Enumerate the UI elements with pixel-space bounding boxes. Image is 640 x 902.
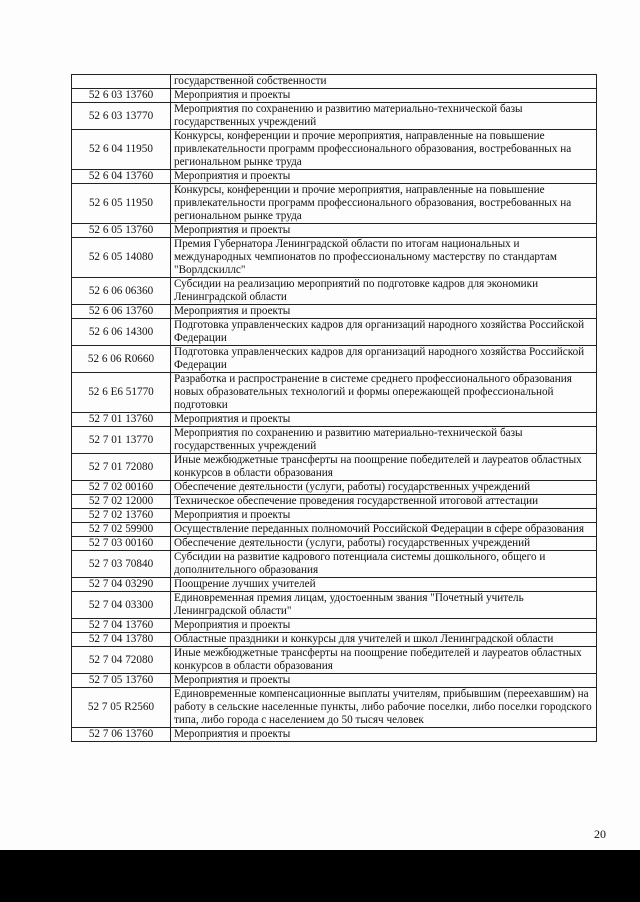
- table-row: [72, 224, 597, 238]
- row-description: Мероприятия и проекты: [171, 728, 597, 742]
- table-row: [72, 537, 597, 551]
- row-description: Мероприятия и проекты: [171, 619, 597, 633]
- page-number: 20: [594, 827, 606, 841]
- row-description: Областные праздники и конкурсы для учителей и школ Ленинградской области: [171, 633, 597, 647]
- classification-table: [71, 74, 597, 742]
- table-row: [72, 319, 597, 346]
- row-description: Мероприятия по сохранению и развитию материально-технической базы государственных учреждений: [171, 427, 597, 454]
- row-code: 52 6 05 14080: [72, 238, 171, 278]
- row-code: 52 6 04 11950: [72, 130, 171, 170]
- row-description: Единовременная премия лицам, удостоенным звания "Почетный учитель Ленинградской области": [171, 592, 597, 619]
- table-row: [72, 688, 597, 728]
- table-row: [72, 578, 597, 592]
- row-description: Иные межбюджетные трансферты на поощрение победителей и лауреатов областных конкурсов в области образования: [171, 454, 597, 481]
- row-code: 52 7 04 72080: [72, 647, 171, 674]
- row-description: Мероприятия и проекты: [171, 509, 597, 523]
- table-row: [72, 75, 597, 89]
- table-row: [72, 373, 597, 413]
- row-description: Мероприятия и проекты: [171, 413, 597, 427]
- row-code: 52 7 01 13760: [72, 413, 171, 427]
- table-row: [72, 633, 597, 647]
- row-code: 52 7 04 13760: [72, 619, 171, 633]
- row-code: 52 7 02 59900: [72, 523, 171, 537]
- row-description: Обеспечение деятельности (услуги, работы) государственных учреждений: [171, 537, 597, 551]
- row-description: Обеспечение деятельности (услуги, работы) государственных учреждений: [171, 481, 597, 495]
- table-row: [72, 551, 597, 578]
- table-row: [72, 346, 597, 373]
- row-code: 52 7 04 03290: [72, 578, 171, 592]
- row-description: Осуществление переданных полномочий Российской Федерации в сфере образования: [171, 523, 597, 537]
- table-row: [72, 592, 597, 619]
- row-code: 52 7 03 00160: [72, 537, 171, 551]
- table-row: [72, 495, 597, 509]
- row-code: 52 6 03 13760: [72, 89, 171, 103]
- row-description: Подготовка управленческих кадров для организаций народного хозяйства Российской Федерации: [171, 319, 597, 346]
- row-code: 52 7 01 72080: [72, 454, 171, 481]
- row-code: 52 7 02 12000: [72, 495, 171, 509]
- row-description: государственной собственности: [171, 75, 597, 89]
- scan-bottom-band: [0, 850, 640, 902]
- row-description: Техническое обеспечение проведения государственной итоговой аттестации: [171, 495, 597, 509]
- row-description: Конкурсы, конференции и прочие мероприятия, направленные на повышение привлекательности программ профессионального образования, востребованных на региональном рынке труда: [171, 130, 597, 170]
- table-row: [72, 509, 597, 523]
- row-description: Единовременные компенсационные выплаты учителям, прибывшим (переехавшим) на работу в сельские населенные пункты, либо рабочие поселки, либо поселки городского типа, либо города с населением до 50 тысяч человек: [171, 688, 597, 728]
- row-code: 52 7 06 13760: [72, 728, 171, 742]
- table-row: [72, 647, 597, 674]
- table-row: [72, 305, 597, 319]
- row-code: 52 7 04 03300: [72, 592, 171, 619]
- row-description: Иные межбюджетные трансферты на поощрение победителей и лауреатов областных конкурсов в области образования: [171, 647, 597, 674]
- table-row: [72, 278, 597, 305]
- table-row: [72, 674, 597, 688]
- table-row: [72, 413, 597, 427]
- row-code: 52 7 02 00160: [72, 481, 171, 495]
- table-row: [72, 170, 597, 184]
- row-description: Поощрение лучших учителей: [171, 578, 597, 592]
- table-row: [72, 130, 597, 170]
- row-description: Подготовка управленческих кадров для организаций народного хозяйства Российской Федерации: [171, 346, 597, 373]
- row-code: 52 6 E6 51770: [72, 373, 171, 413]
- table-row: [72, 619, 597, 633]
- table-row: [72, 523, 597, 537]
- row-description: Мероприятия по сохранению и развитию материально-технической базы государственных учреждений: [171, 103, 597, 130]
- row-code: 52 6 05 11950: [72, 184, 171, 224]
- row-code: 52 7 05 R2560: [72, 688, 171, 728]
- row-description: Премия Губернатора Ленинградской области по итогам национальных и международных чемпионатов по профессиональному мастерству по стандартам "Ворлдскиллс": [171, 238, 597, 278]
- table-row: [72, 89, 597, 103]
- row-description: Мероприятия и проекты: [171, 674, 597, 688]
- classification-table-body: [72, 75, 597, 742]
- row-code: 52 7 05 13760: [72, 674, 171, 688]
- row-description: Мероприятия и проекты: [171, 170, 597, 184]
- row-code: 52 7 01 13770: [72, 427, 171, 454]
- table-row: [72, 103, 597, 130]
- row-code: 52 7 02 13760: [72, 509, 171, 523]
- row-description: Субсидии на реализацию мероприятий по подготовке кадров для экономики Ленинградской области: [171, 278, 597, 305]
- row-code: [72, 75, 171, 89]
- row-code: 52 6 06 R0660: [72, 346, 171, 373]
- table-row: [72, 184, 597, 224]
- table-row: [72, 454, 597, 481]
- row-code: 52 7 04 13780: [72, 633, 171, 647]
- row-code: 52 6 04 13760: [72, 170, 171, 184]
- row-code: 52 6 06 13760: [72, 305, 171, 319]
- row-description: Мероприятия и проекты: [171, 89, 597, 103]
- table-row: [72, 728, 597, 742]
- row-code: 52 6 06 06360: [72, 278, 171, 305]
- row-code: 52 6 05 13760: [72, 224, 171, 238]
- row-description: Конкурсы, конференции и прочие мероприятия, направленные на повышение привлекательности программ профессионального образования, востребованных на региональном рынке труда: [171, 184, 597, 224]
- row-code: 52 7 03 70840: [72, 551, 171, 578]
- table-row: [72, 238, 597, 278]
- row-description: Субсидии на развитие кадрового потенциала системы дошкольного, общего и дополнительного образования: [171, 551, 597, 578]
- row-code: 52 6 06 14300: [72, 319, 171, 346]
- row-code: 52 6 03 13770: [72, 103, 171, 130]
- table-row: [72, 427, 597, 454]
- row-description: Разработка и распространение в системе среднего профессионального образования новых образовательных технологий и формы опережающей профессиональной подготовки: [171, 373, 597, 413]
- row-description: Мероприятия и проекты: [171, 305, 597, 319]
- table-row: [72, 481, 597, 495]
- row-description: Мероприятия и проекты: [171, 224, 597, 238]
